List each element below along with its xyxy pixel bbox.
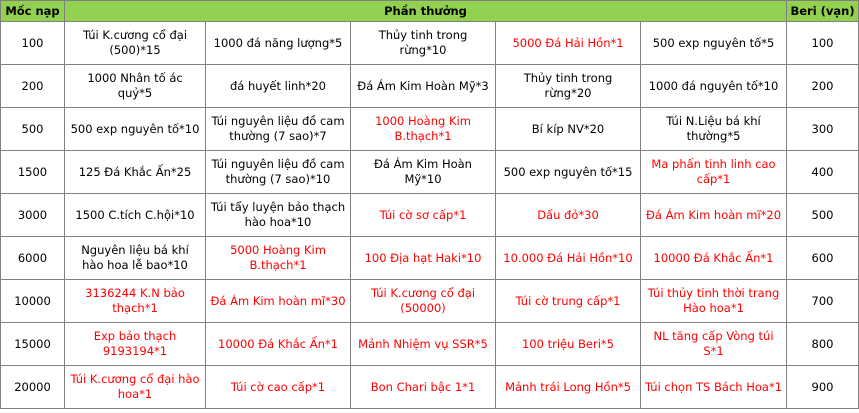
reward-cell: 5000 Đá Hải Hồn*1 — [496, 22, 641, 65]
beri-cell: 700 — [787, 280, 859, 323]
header-beri: Beri (vạn) — [787, 1, 859, 22]
reward-cell: 5000 Hoàng Kim B.thạch*1 — [206, 237, 351, 280]
moc-nap-cell: 6000 — [1, 237, 65, 280]
reward-cell: Exp bảo thạch 9193194*1 — [65, 323, 206, 366]
reward-cell: 1500 C.tích C.hội*10 — [65, 194, 206, 237]
header-moc-nap: Mốc nạp — [1, 1, 65, 22]
beri-cell: 200 — [787, 65, 859, 108]
header-phan-thuong: Phần thưởng — [65, 1, 787, 22]
reward-cell: Đá Ám Kim hoàn mĩ*20 — [641, 194, 787, 237]
reward-cell: Nguyên liệu bá khí hào hoa lễ bao*10 — [65, 237, 206, 280]
moc-nap-cell: 100 — [1, 22, 65, 65]
moc-nap-cell: 200 — [1, 65, 65, 108]
reward-cell: Túi thủy tinh thời trang Hào hoa*1 — [641, 280, 787, 323]
beri-cell: 100 — [787, 22, 859, 65]
moc-nap-cell: 500 — [1, 108, 65, 151]
table-body — [1, 22, 859, 409]
reward-cell: 500 exp nguyên tố*10 — [65, 108, 206, 151]
moc-nap-cell: 3000 — [1, 194, 65, 237]
reward-cell: 1000 Hoàng Kim B.thạch*1 — [351, 108, 496, 151]
reward-cell: Thủy tinh trong rừng*10 — [351, 22, 496, 65]
reward-cell: Túi chọn TS Bách Hoa*1 — [641, 366, 787, 409]
reward-cell: Túi K.cương cổ đại (50000) — [351, 280, 496, 323]
reward-cell: 125 Đá Khắc Ấn*25 — [65, 151, 206, 194]
reward-cell: 500 exp nguyên tố*5 — [641, 22, 787, 65]
moc-nap-cell: 10000 — [1, 280, 65, 323]
reward-cell: Túi cờ sơ cấp*1 — [351, 194, 496, 237]
beri-cell: 500 — [787, 194, 859, 237]
table-row — [1, 366, 859, 409]
beri-cell: 400 — [787, 151, 859, 194]
reward-cell: Thủy tinh trong rừng*20 — [496, 65, 641, 108]
header-row — [1, 1, 859, 22]
table-row — [1, 108, 859, 151]
beri-cell: 600 — [787, 237, 859, 280]
reward-cell: Túi N.Liệu bá khí thường*5 — [641, 108, 787, 151]
reward-cell: Đá Ám Kim Hoàn Mỹ*10 — [351, 151, 496, 194]
table-row — [1, 65, 859, 108]
reward-cell: Đá Ám Kim Hoàn Mỹ*3 — [351, 65, 496, 108]
reward-cell: Ma phấn tinh linh cao cấp*1 — [641, 151, 787, 194]
table-row — [1, 280, 859, 323]
reward-cell: 3136244 K.N bảo thạch*1 — [65, 280, 206, 323]
reward-cell: NL tăng cấp Vòng túi S*1 — [641, 323, 787, 366]
table-row — [1, 323, 859, 366]
reward-cell: Túi cờ cao cấp*1 — [206, 366, 351, 409]
reward-cell: Túi nguyên liệu đồ cam thường (7 sao)*10 — [206, 151, 351, 194]
reward-cell: 10000 Đá Khắc Ấn*1 — [641, 237, 787, 280]
beri-cell: 800 — [787, 323, 859, 366]
reward-cell: Bí kíp NV*20 — [496, 108, 641, 151]
reward-cell: 10000 Đá Khắc Ấn*1 — [206, 323, 351, 366]
moc-nap-cell: 1500 — [1, 151, 65, 194]
beri-cell: 300 — [787, 108, 859, 151]
reward-cell: 1000 đá nguyên tố*10 — [641, 65, 787, 108]
reward-cell: Túi K.cương cổ đại hào hoa*1 — [65, 366, 206, 409]
reward-cell: 100 triệu Beri*5 — [496, 323, 641, 366]
table-row — [1, 237, 859, 280]
table-row — [1, 22, 859, 65]
reward-cell: Đá Ám Kim hoàn mĩ*30 — [206, 280, 351, 323]
reward-cell: Túi tẩy luyện bảo thạch hào hoa*10 — [206, 194, 351, 237]
reward-cell: 500 exp nguyên tố*15 — [496, 151, 641, 194]
moc-nap-cell: 15000 — [1, 323, 65, 366]
table-row — [1, 151, 859, 194]
reward-cell: Túi nguyên liệu đồ cam thường (7 sao)*7 — [206, 108, 351, 151]
reward-cell: 10.000 Đá Hải Hồn*10 — [496, 237, 641, 280]
reward-cell: Mảnh Nhiệm vụ SSR*5 — [351, 323, 496, 366]
reward-cell: 100 Địa hạt Haki*10 — [351, 237, 496, 280]
reward-cell: Mảnh trái Long Hồn*5 — [496, 366, 641, 409]
reward-cell: Bon Chari bậc 1*1 — [351, 366, 496, 409]
reward-cell: 1000 đá năng lượng*5 — [206, 22, 351, 65]
reward-cell: Dấu đỏ*30 — [496, 194, 641, 237]
reward-cell: đá huyết linh*20 — [206, 65, 351, 108]
moc-nap-cell: 20000 — [1, 366, 65, 409]
reward-cell: Túi K.cương cổ đại (500)*15 — [65, 22, 206, 65]
reward-cell: 1000 Nhân tố ác quỷ*5 — [65, 65, 206, 108]
table-row — [1, 194, 859, 237]
reward-cell: Túi cờ trung cấp*1 — [496, 280, 641, 323]
beri-cell: 900 — [787, 366, 859, 409]
